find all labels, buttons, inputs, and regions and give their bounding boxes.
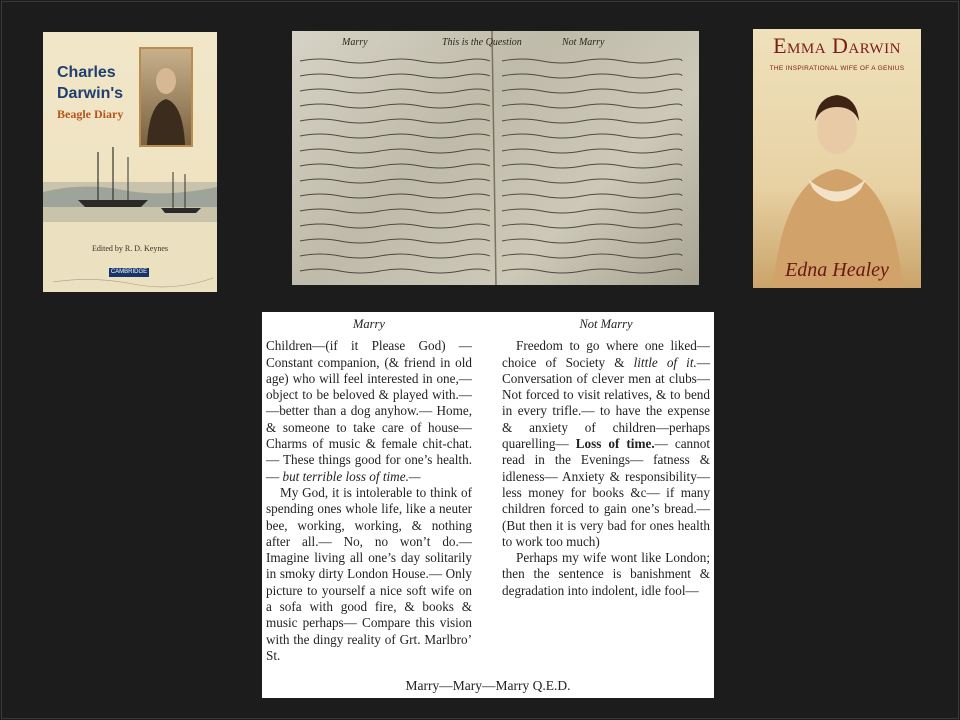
marry-paragraph-1: Children—(if it Please God) — Constant companion, (& friend in old age) who will feel interested in one,— object to be beloved & played with.— —better than a dog anyhow.— Home, & someone to take care of house— Charms of music & female chit-chat.— These things good for one’s health.— but terrible loss of time.— bbox=[266, 338, 472, 484]
not-marry-column bbox=[502, 316, 710, 599]
not-marry-paragraph-2: Perhaps my wife wont like London; then the sentence is banishment & degradation into indolent, idle fool— bbox=[502, 550, 710, 598]
marry-column bbox=[266, 316, 472, 664]
publisher-badge: CAMBRIDGE bbox=[110, 269, 148, 275]
emma-darwin-cover bbox=[753, 29, 921, 288]
book-author: Edna Healey bbox=[785, 259, 889, 281]
marry-not-marry-text bbox=[262, 312, 714, 698]
manuscript-heading-marry: Marry bbox=[342, 37, 368, 48]
book-title: Charles Darwin's Beagle Diary bbox=[57, 64, 124, 121]
not-marry-paragraph-1: Freedom to go where one liked— choice of Society & little of it.— Conversation of clever men at clubs— Not forced to visit relatives, & to bend in every trifle.— to have the expense & anxiety of children—perhaps quarelling— Loss of time.— cannot read in the Evenings— fatness & idleness— Anxiety & responsibility— less money for books &c— if many children forced to gain one’s bread.— (But then it is very bad for ones health to work too much) bbox=[502, 338, 711, 549]
book-subtitle: THE INSPIRATIONAL WIFE OF A GENIUS bbox=[769, 65, 905, 72]
column-heading: Not Marry bbox=[579, 317, 633, 331]
conclusion-line: Marry—Mary—Marry Q.E.D. bbox=[405, 678, 571, 693]
manuscript-heading-not-marry: Not Marry bbox=[562, 37, 605, 48]
book-editor: Edited by R. D. Keynes bbox=[92, 244, 168, 253]
manuscript-image bbox=[292, 31, 699, 285]
manuscript-heading-question: This is the Question bbox=[442, 37, 522, 48]
column-heading: Marry bbox=[353, 317, 385, 331]
darwin-portrait bbox=[139, 47, 193, 147]
marry-paragraph-2: My God, it is intolerable to think of spending ones whole life, like a neuter bee, working, working, & nothing after all.— No, no won’t do.— Imagine living all one’s day solitarily in smoky dirty London House.— Only picture to yourself a nice soft wife on a sofa with good fire, & books & music perhaps— Compare this vision with the dingy reality of Grt. Marlbro’ St. bbox=[266, 484, 472, 663]
beagle-diary-cover bbox=[43, 32, 217, 292]
handwriting-lines bbox=[292, 31, 699, 285]
book-title: Emma Darwin bbox=[773, 33, 901, 58]
